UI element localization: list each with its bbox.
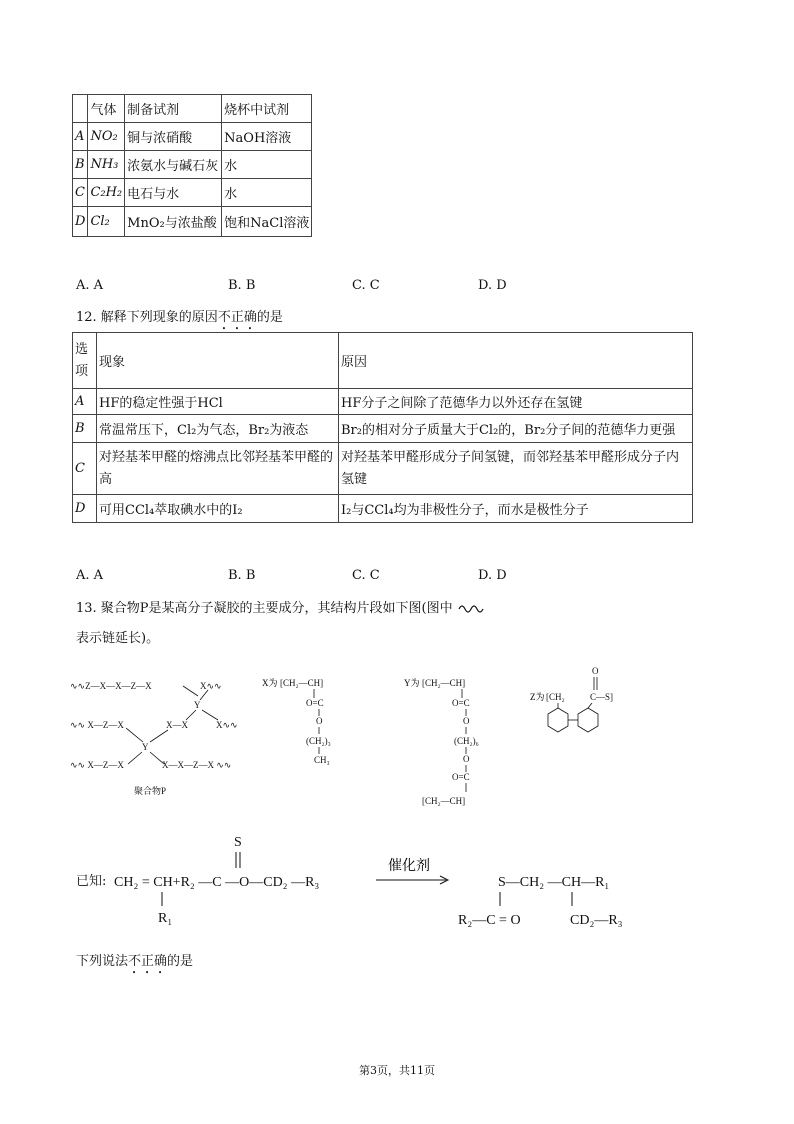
polymer-p-label: 聚合物P [134, 786, 167, 796]
svg-text:O: O [592, 666, 599, 676]
table-cell: 水 [222, 179, 312, 207]
y-unit-structure [404, 672, 514, 814]
table-header-cell [73, 95, 88, 123]
svg-text:[CH₂—CH]: [CH₂—CH] [280, 678, 324, 688]
table-row [73, 207, 312, 237]
table-cell: 浓氨水与碱石灰 [125, 151, 222, 179]
question-text: 表示链延长)。 [76, 631, 160, 646]
table-cell: C [73, 179, 88, 207]
option-d[interactable]: D. D [478, 278, 507, 293]
table-cell: 可用CCl₄萃取碘水中的I₂ [97, 495, 339, 523]
table-cell: D [73, 495, 97, 523]
page-footer: 第3页，共11页 [359, 1064, 435, 1077]
svg-text:CH₂ = CH+R₂ —C —O—CD₂ —R₃: CH₂ = CH+R₂ —C —O—CD₂ —R₃ [114, 875, 320, 890]
table-header-row [73, 333, 693, 389]
gas-reagent-table [72, 94, 312, 237]
table-cell: 水 [222, 151, 312, 179]
table-cell: NH₃ [88, 151, 125, 179]
svg-text:O: O [316, 716, 323, 726]
table-cell: C₂H₂ [88, 179, 125, 207]
question-text: 下列说法 [76, 954, 129, 969]
table-cell: 对羟基苯甲醛形成分子间氢键，而邻羟基苯甲醛形成分子内氢键 [339, 443, 693, 495]
table-cell: B [73, 415, 97, 443]
table-cell: A [73, 123, 88, 151]
catalyst-label: 催化剂 [388, 859, 430, 874]
question-text: 的是 [167, 954, 194, 969]
svg-text:[CH₂—CH]: [CH₂—CH] [422, 796, 466, 806]
table-header-cell: 气体 [88, 95, 125, 123]
z-label: Z为 [530, 692, 545, 702]
table-row [73, 123, 312, 151]
svg-text:R₁: R₁ [158, 911, 173, 926]
svg-text:O=C: O=C [452, 698, 470, 708]
table-header-cell: 原因 [339, 333, 693, 389]
option-c[interactable]: C. C [352, 278, 380, 293]
table-row [73, 415, 693, 443]
table-cell: Br₂的相对分子质量大于Cl₂的，Br₂分子间的范德华力更强 [339, 415, 693, 443]
svg-text:S: S [234, 835, 242, 850]
svg-text:CD₂—R₃: CD₂—R₃ [570, 913, 623, 928]
z-unit-structure [530, 660, 640, 740]
table-cell: MnO₂与浓盐酸 [125, 207, 222, 237]
svg-text:X—X: X—X [166, 720, 188, 730]
known-reaction-scheme [110, 826, 650, 934]
svg-text:X∿∿: X∿∿ [200, 681, 222, 691]
x-label: X为 [262, 678, 278, 688]
table-cell: 饱和NaCl溶液 [222, 207, 312, 237]
known-label: 已知: [76, 874, 107, 889]
option-b[interactable]: B. B [228, 568, 256, 583]
table-cell: Cl₂ [88, 207, 125, 237]
question-text: 的是 [256, 310, 283, 325]
svg-text:∿∿ X—Z—X: ∿∿ X—Z—X [70, 760, 124, 770]
x-unit-structure [262, 672, 362, 772]
svg-text:∿∿Z—X—X—Z—X: ∿∿Z—X—X—Z—X [70, 681, 152, 691]
emphasis-text: 不正确 [128, 954, 168, 969]
table-cell: NaOH溶液 [222, 123, 312, 151]
table-header-cell: 选项 [73, 333, 97, 389]
svg-text:X—X—Z—X ∿∿: X—X—Z—X ∿∿ [162, 760, 232, 770]
option-c[interactable]: C. C [352, 568, 380, 583]
table-cell: HF分子之间除了范德华力以外还存在氢键 [339, 389, 693, 415]
emphasis-text: 不正确 [217, 310, 257, 325]
svg-text:C—S]: C—S] [590, 692, 614, 702]
svg-text:(CH₂)₃: (CH₂)₃ [306, 736, 331, 746]
y-label: Y为 [404, 678, 420, 688]
table-cell: D [73, 207, 88, 237]
polymer-p-diagram [68, 668, 248, 798]
table-row [73, 151, 312, 179]
table-cell: 对羟基苯甲醛的熔沸点比邻羟基苯甲醛的高 [97, 443, 339, 495]
table-header-row [73, 95, 312, 123]
svg-text:[CH₂: [CH₂ [546, 692, 565, 702]
svg-text:O: O [463, 754, 470, 764]
table-cell: I₂与CCl₄均为非极性分子，而水是极性分子 [339, 495, 693, 523]
option-a[interactable]: A. A [76, 278, 104, 293]
table-header-cell: 制备试剂 [125, 95, 222, 123]
svg-text:∿∿ X—Z—X: ∿∿ X—Z—X [70, 720, 124, 730]
table-cell: B [73, 151, 88, 179]
table-cell: A [73, 389, 97, 415]
svg-text:(CH₂)₆: (CH₂)₆ [454, 736, 479, 746]
question-13-stem [76, 597, 485, 616]
svg-text:[CH₂—CH]: [CH₂—CH] [422, 678, 466, 688]
table-cell: 电石与水 [125, 179, 222, 207]
table-cell: C [73, 443, 97, 495]
table-row [73, 179, 312, 207]
table-row [73, 495, 693, 523]
question-text: 13. 聚合物P是某高分子凝胶的主要成分，其结构片段如下图(图中 [76, 601, 453, 616]
svg-text:Y: Y [142, 742, 149, 752]
table-header-cell: 现象 [97, 333, 339, 389]
svg-text:R₂—C = O: R₂—C = O [458, 913, 521, 928]
option-d[interactable]: D. D [478, 568, 507, 583]
table-cell: HF的稳定性强于HCl [97, 389, 339, 415]
table-cell: 铜与浓硝酸 [125, 123, 222, 151]
option-a[interactable]: A. A [76, 568, 104, 583]
option-b[interactable]: B. B [228, 278, 256, 293]
table-cell: 常温常压下，Cl₂为气态，Br₂为液态 [97, 415, 339, 443]
table-cell: NO₂ [88, 123, 125, 151]
question-text: 12. 解释下列现象的原因 [76, 310, 218, 325]
table-row [73, 443, 693, 495]
svg-text:CH₃: CH₃ [314, 755, 330, 765]
svg-text:O=C: O=C [452, 772, 470, 782]
question-13-prompt [76, 950, 193, 977]
svg-text:X∿∿: X∿∿ [216, 720, 238, 730]
svg-text:Y: Y [194, 700, 201, 710]
svg-text:O: O [463, 716, 470, 726]
svg-text:O=C: O=C [306, 698, 324, 708]
table-row [73, 389, 693, 415]
table-header-cell: 烧杯中试剂 [222, 95, 312, 123]
explanation-table [72, 332, 693, 523]
svg-text:S—CH₂ —CH—R₁: S—CH₂ —CH—R₁ [498, 875, 610, 890]
question-12-stem [76, 306, 283, 333]
wavy-line-icon [457, 603, 485, 615]
